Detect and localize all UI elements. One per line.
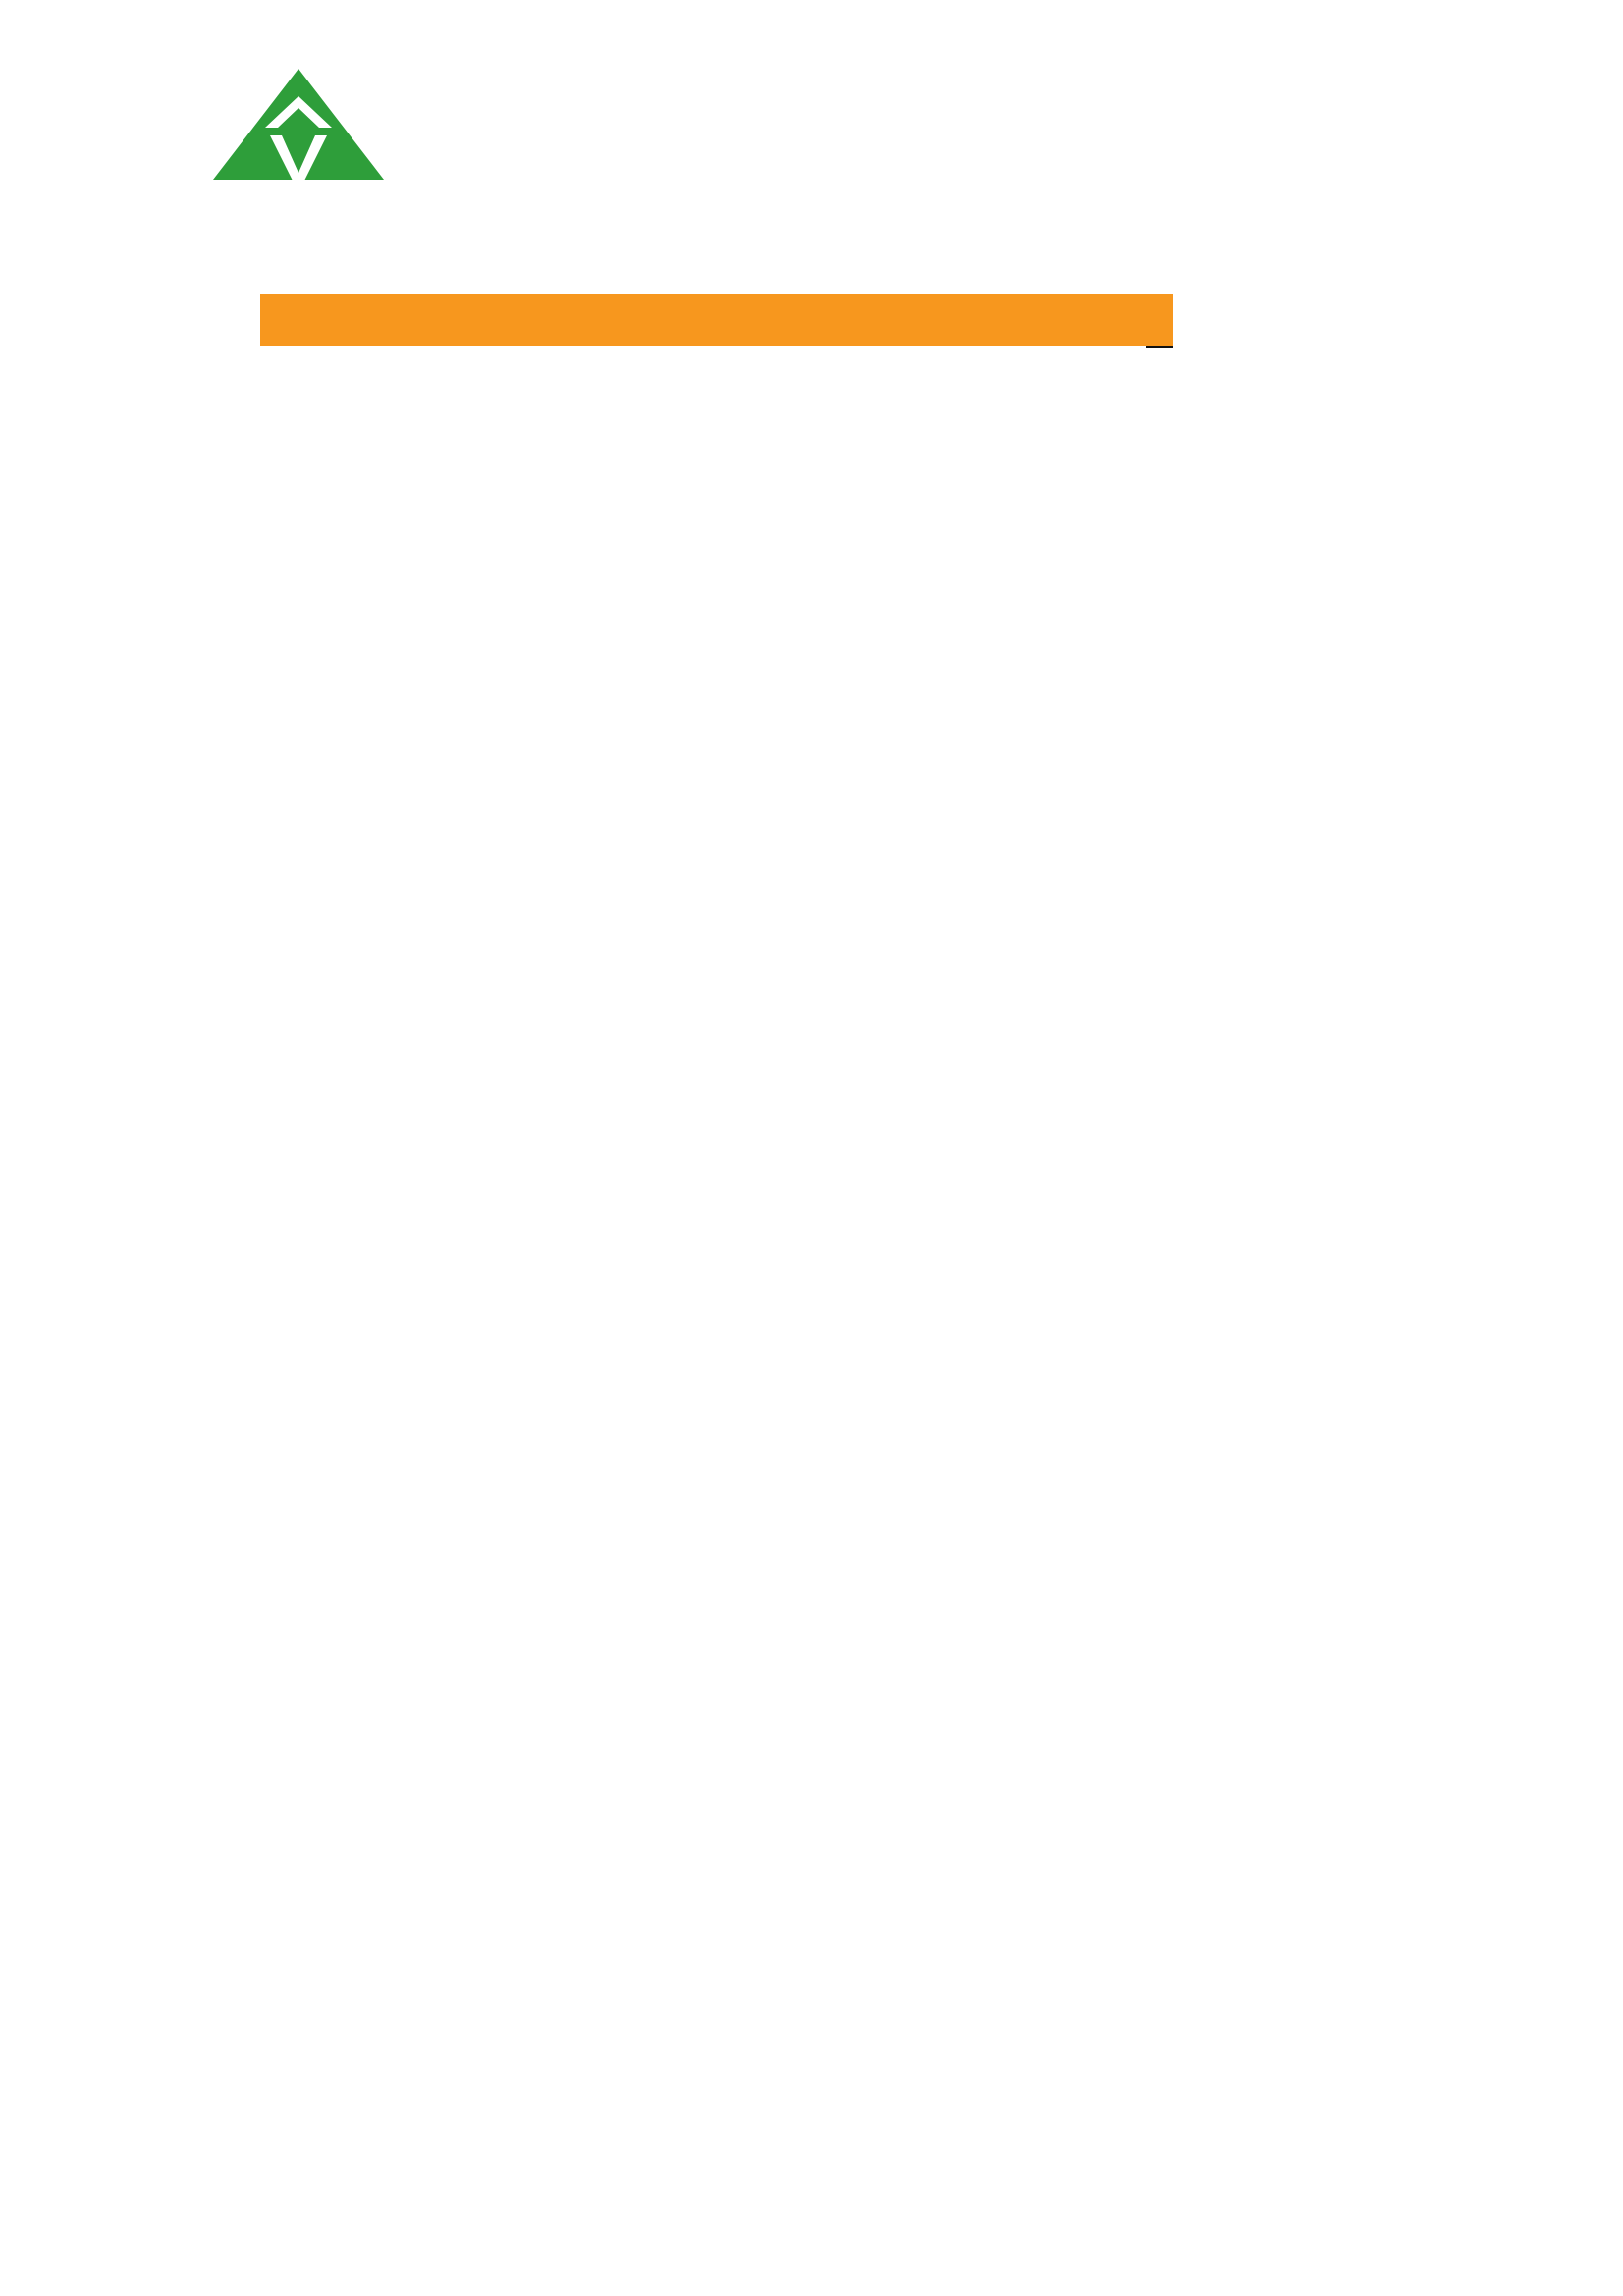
product-table bbox=[260, 294, 1173, 346]
header-tick bbox=[1146, 346, 1173, 348]
table-header bbox=[260, 294, 1173, 346]
company-logo bbox=[211, 67, 386, 194]
